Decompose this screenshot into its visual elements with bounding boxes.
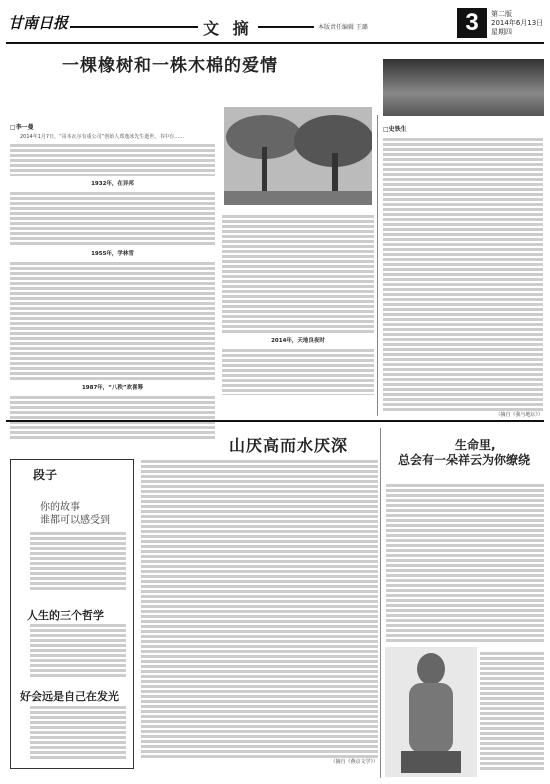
tree-photo: [224, 107, 372, 205]
masthead-divider: [6, 42, 544, 44]
mid-headline: 山厌高而水厌深: [229, 436, 349, 455]
right-article-source: （摘自《我与地坛》）: [495, 412, 543, 418]
right-article-2-body-text: [386, 482, 544, 642]
main-article-subhead: 1987年，“八秩”欢喜筹: [81, 385, 144, 392]
right-article-column: [383, 124, 543, 418]
right-article-2-body-text: [480, 650, 544, 770]
issue-date: 2014年6月13日: [491, 19, 544, 27]
section-name: 文 摘: [203, 19, 253, 38]
section-divider: [6, 420, 544, 422]
poem-title-1: 你的故事: [40, 502, 80, 513]
poem-title-2: 人生的三个哲学: [27, 609, 104, 622]
mid-article-body: [141, 458, 378, 776]
main-article-column-left: [10, 122, 215, 440]
edition-label: 第二版: [491, 10, 512, 18]
poem-title-1-line2: 谁都可以感受到: [40, 515, 110, 526]
poems-box-title: 段子: [33, 468, 58, 482]
poem-text-1: [30, 530, 126, 592]
poem-text-2: [30, 622, 126, 678]
right-article-2-body-tail: [480, 650, 544, 770]
page-number-badge: 3: [457, 8, 487, 38]
main-article-body-text: [222, 347, 374, 395]
masthead-rule-left: [70, 26, 198, 28]
main-article-subhead: 1955年，学林雪: [91, 251, 134, 258]
newspaper-logo: 甘南日报: [8, 14, 69, 32]
masthead: [0, 0, 550, 42]
main-article-byline: □李一曼: [10, 124, 34, 131]
main-article-subhead: 2014年，天地良夜时: [271, 338, 325, 344]
editor-credit: 本版责任编辑 王璐: [318, 24, 368, 31]
poem-text-3: [30, 704, 126, 760]
stone-figure-illustration: [385, 647, 477, 777]
mid-article-body-text: [141, 458, 378, 758]
main-article-body-text: [10, 394, 215, 440]
tree-photo-illustration: [224, 107, 372, 205]
right-article-2-body: [386, 482, 544, 642]
main-article-paragraph: 2014年1月7日，“哥本瓦尔有重公司”创始人郑逸冰先生逝世。书中有……: [20, 134, 185, 140]
main-article-subhead: 1932年，在异邦: [91, 181, 134, 188]
edition-info: [491, 10, 543, 37]
stone-figure-image: [385, 647, 477, 777]
column-divider: [377, 115, 378, 416]
main-headline: 一棵橡树和一株木棉的爱情: [62, 56, 278, 76]
column-divider: [380, 428, 381, 778]
sky-photo: [383, 59, 544, 116]
issue-weekday: 星期四: [491, 28, 512, 36]
main-article-body-text: [10, 190, 215, 246]
right-headline-2-line2: 总会有一朵祥云为你缭绕: [398, 453, 531, 467]
masthead-rule-right: [258, 26, 314, 28]
main-article-body-text: [10, 142, 215, 176]
main-article-body-text: [10, 260, 215, 380]
poem-title-3: 好会远是自己在发光: [20, 690, 119, 703]
mid-article-source: （摘自《燕京文学》）: [330, 759, 378, 765]
right-headline-2-line1: 生命里,: [455, 438, 496, 452]
right-article-byline: □史铁生: [383, 126, 407, 133]
main-article-body-text: [222, 213, 374, 333]
main-article-column-middle: [222, 213, 374, 395]
right-article-body-text: [383, 136, 543, 411]
